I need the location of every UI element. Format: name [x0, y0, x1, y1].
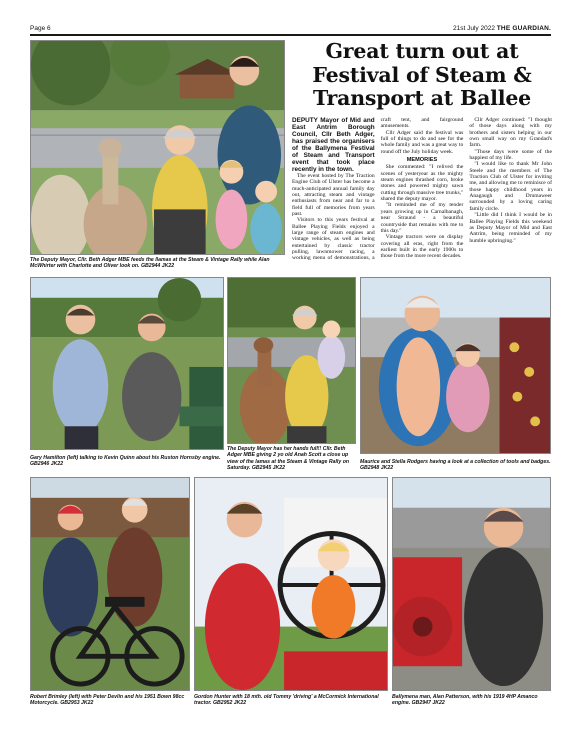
article-headline: Great turn out at Festival of Steam & Transport at Ballee: [312, 39, 532, 110]
caption-amanco-engine: Ballymena man, Alan Patterson, with his 1919 4HP Amanco engine. GB2947 JK22: [392, 694, 538, 707]
photo-ruston-engine: [30, 277, 224, 450]
caption-toddler-tractor: Gordon Hunter with 18 mth. old Tommy 'driving' a McCormick International tractor. GB2952 JK22: [194, 694, 379, 707]
article-paragraph: Cllr Adger continued: "I thought of those days along with my brothers and sisters helping in our own small way on my Grandad's farm.: [469, 117, 552, 149]
photo-tools-badges: [360, 277, 551, 454]
article-paragraph: "Little did I think I would be in Ballee Playing Fields this weekend as Deputy Mayor of Mid and East Antrim, being reminded of my humble upbringing.": [469, 212, 552, 244]
caption-mayor-child-llamas: The Deputy Mayor has her hands full!! Cllr. Beth Adger MBE giving 2 yo old Anah Scott a close up view of the lamas at the Steam & Vintage Rally on Saturday. GB2945 JK22: [227, 446, 350, 472]
date-text: 21st July 2022: [453, 25, 495, 32]
article-paragraph: Vintage tractors were on display covering all eras, right from the earliest built in the early 1900s to those from the more recent decades.: [380, 234, 464, 260]
photo-mayor-llamas: [30, 40, 285, 255]
photo-mayor-child-llamas: [227, 277, 356, 444]
caption-motorcycle: Robert Brimley (left) with Peter Devlin and his 1951 Bown 98cc Motorcycle. GB2953 JK22: [30, 694, 185, 707]
article-body: [292, 117, 552, 267]
page-number: Page 6: [30, 25, 51, 32]
photo-amanco-engine: [392, 477, 551, 691]
article-paragraph: "It reminded me of my tender years growing up in Carnalbanagh, near Straund - a beautiful countryside that remains with me to this day.": [380, 202, 464, 234]
photo-toddler-tractor: [194, 477, 388, 691]
issue-date: [453, 25, 551, 32]
article-paragraph: Cllr Adger said the festival was full of things to do and see for the whole family and was a great way to round off the July holiday week.: [380, 129, 464, 155]
article-lead: DEPUTY Mayor of Mid and East Antrim Borough Council, Cllr Beth Adger, has praised the organisers of the Ballymena Festival of Steam and Transport event that took place recently in the town.: [292, 117, 375, 173]
caption-mayor-llamas: The Deputy Mayor, Cllr. Beth Adger MBE feeds the llamas at the Steam & Vintage Rally while Alan McWhirter with Charlotte and Oliver look on. GB2944 JK22: [30, 257, 270, 270]
article-subhead: MEMORIES: [406, 157, 438, 164]
article-paragraph: The event hosted by The Traction Engine Club of Ulster has become a much-anticipated annual family day out, attracting steam and vintage enthusiasts from near and far to a field full of memories from years past.: [292, 173, 375, 218]
caption-ruston-engine: Gary Hamilton (left) talking to Kevin Quinn about his Ruston Hornsby engine. GB2946 JK22: [30, 455, 221, 468]
photo-motorcycle: [30, 477, 190, 691]
article-paragraph: Visitors to this years festival at Ballee Playing Fields enjoyed a large range of steam engines and vintage vehicles, as well as being entertained by classic tractor pulling, lawnmower racing, a working menu of demonstrations, a craft tent, and fairground amusements.: [292, 117, 464, 262]
caption-tools-badges: Maurice and Stella Rodgers having a look at a collection of tools and badges. GB2948 JK22: [360, 459, 551, 472]
article-paragraph: She commented: "I relived the scenes of yesteryear as the mighty steam engines thrashed corn, broke stones and powered mighty sawn cutting through massive tree trunks," shared the deputy mayor.: [380, 164, 464, 203]
page-header: [30, 24, 551, 36]
publication-name: THE GUARDIAN.: [496, 25, 551, 32]
article-paragraph: "Those days were some of the happiest of my life.: [469, 148, 552, 162]
article-paragraph: "I would like to thank Mr John Steele and the members of The Traction Club of Ulster for inviting me, and allowing me to reminisce of those happy childhood years in Anagaugh and Drumaweer surrounded by a loving caring family circle.: [469, 161, 552, 212]
